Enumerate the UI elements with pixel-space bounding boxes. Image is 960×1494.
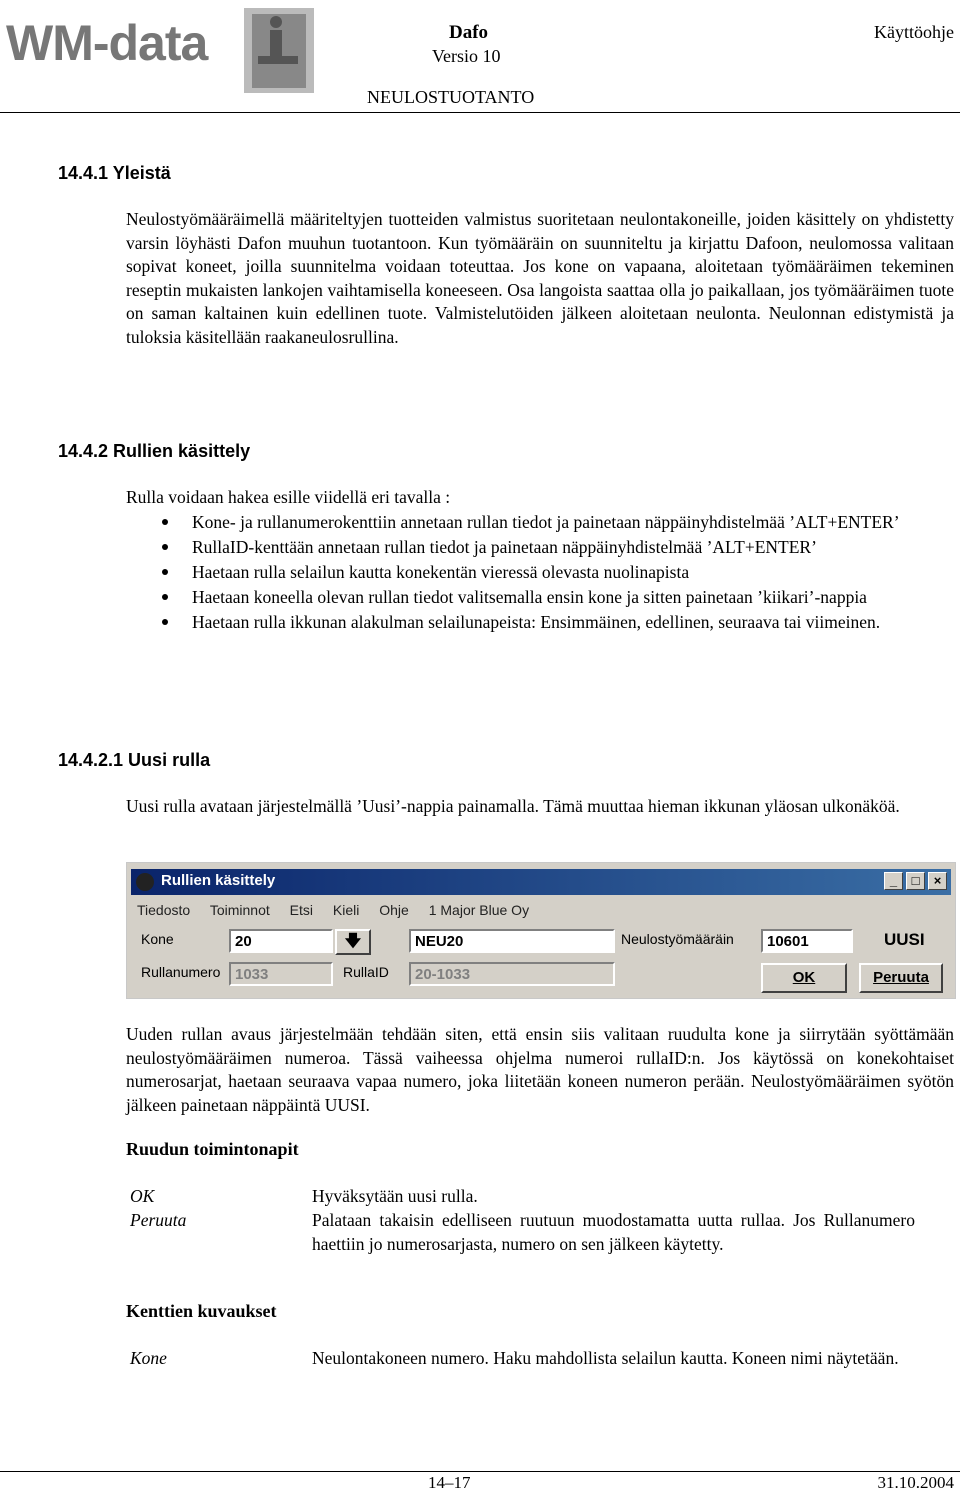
app-icon: [136, 873, 154, 891]
ok-button[interactable]: OK: [761, 963, 847, 993]
heading-kenttien-kuvaukset: Kenttien kuvaukset: [126, 1301, 277, 1321]
neulostyomaarain-code-field[interactable]: NEU20: [409, 929, 615, 953]
header-title: Dafo: [449, 22, 489, 43]
list-item: Haetaan rulla ikkunan alakulman selailunapeista: Ensimmäinen, edellinen, seuraava tai viimeinen.: [126, 610, 926, 634]
rullien-kasittely-window: [126, 862, 956, 999]
paragraph-uusi-rulla-intro: Uusi rulla avataan järjestelmällä ’Uusi’-nappia painamalla. Tämä muuttaa hieman ikkunan yläosan ulkonäköä.: [126, 796, 900, 816]
logo-text: WM-data: [6, 15, 208, 71]
rullanumero-field[interactable]: 1033: [229, 962, 333, 986]
rullaid-field[interactable]: 20-1033: [409, 962, 615, 986]
list-item: RullaID-kenttään annetaan rullan tiedot ja painetaan näppäinyhdistelmää ’ALT+ENTER’: [126, 535, 926, 559]
heading-ruudun-toimintonapit: Ruudun toimintonapit: [126, 1139, 299, 1159]
menu-item-toiminnot[interactable]: Toiminnot: [209, 902, 270, 918]
menu-bar: [137, 902, 545, 918]
menu-item-kieli[interactable]: Kieli: [332, 902, 360, 918]
menu-item-company[interactable]: 1 Major Blue Oy: [428, 902, 530, 918]
list-item: Haetaan koneella olevan rullan tiedot valitsemalla ensin kone ja sitten painetaan ’kiikari’-nappia: [126, 585, 926, 609]
section-heading-yleista: 14.4.1 Yleistä: [58, 163, 171, 183]
menu-item-etsi[interactable]: Etsi: [289, 902, 313, 918]
section-heading-rullien-kasittely: 14.4.2 Rullien käsittely: [58, 441, 251, 461]
bullet-list: [126, 510, 926, 634]
window-title: Rullien käsittely: [161, 872, 276, 889]
bullet-icon: [162, 594, 168, 600]
kone-field[interactable]: 20: [229, 929, 333, 953]
bullet-icon: [162, 544, 168, 550]
footer-divider: [0, 1471, 960, 1472]
header-divider: [0, 112, 960, 113]
term-kone: Kone: [130, 1348, 167, 1368]
desc-kone: Neulontakoneen numero. Haku mahdollista selailun kautta. Koneen nimi näytetään.: [312, 1348, 899, 1368]
bullet-icon: [162, 519, 168, 525]
list-item: Haetaan rulla selailun kautta konekentän vieressä olevasta nuolinapista: [126, 560, 926, 584]
header-version: Versio 10: [432, 46, 501, 66]
rullanumero-label: Rullanumero: [141, 964, 221, 980]
down-arrow-button[interactable]: [335, 929, 371, 955]
paragraph-rullien-intro: Rulla voidaan hakea esille viidellä eri tavalla :: [126, 487, 451, 507]
neulostyomaarain-label: Neulostyömääräin: [621, 931, 734, 947]
header-subtitle: NEULOSTUOTANTO: [367, 87, 535, 107]
term-ok: OK: [130, 1186, 155, 1206]
rullaid-label: RullaID: [343, 964, 389, 980]
section-heading-uusi-rulla: 14.4.2.1 Uusi rulla: [58, 750, 211, 770]
kone-label: Kone: [141, 931, 174, 947]
footer-page-number: 14–17: [428, 1473, 471, 1492]
logo: [4, 0, 320, 100]
neulostyomaarain-field[interactable]: 10601: [761, 929, 853, 953]
window-titlebar: [131, 869, 951, 895]
desc-peruuta: Palataan takaisin edelliseen ruutuun muodostamatta uutta rullaa. Jos Rullanumero haettiin jo numerosarjasta, numero on sen jälkeen käytetty.: [312, 1210, 915, 1254]
list-item: Kone- ja rullanumerokenttiin annetaan rullan tiedot ja painetaan näppäinyhdistelmää ’ALT+ENTER’: [126, 510, 926, 534]
paragraph-yleista: Neulostyömääräimellä määriteltyjen tuotteiden valmistus suoritetaan neulontakoneille, joiden käsittely on yhdistetty varsin löyhästi Dafon muuhun tuotantoon. Kun työmääräin on suunniteltu ja kirjattu Dafoon, neulomossa valitaan sopivat koneet, joilla suunnitelma voidaan toteuttaa. Jos kone on vapaana, aloitetaan työmääräimen tekeminen reseptin mukaisten lankojen vaihtamisella koneeseen. Osa langoista saattaa olla jo paikallaan, jos työmääräimen tuote on saman kaltainen kuin edellinen tuote. Valmistelutöiden jälkeen aloitetaan neulonta. Neulonnan edistymistä ja tuloksia käsitellään raakaneulosrullina.: [126, 209, 954, 347]
header-doc-type: Käyttöohje: [874, 22, 954, 42]
peruuta-button[interactable]: Peruuta: [859, 963, 943, 993]
down-arrow-icon: 🡇: [344, 933, 362, 950]
paragraph-uuden-rullan-avaus: Uuden rullan avaus järjestelmään tehdään siten, että ensin siis valitaan ruudulta kone ja siirrytään syöttämään neulostyömääräimen numeroa. Tässä vaiheessa ohjelma numeroi rullaID:n. Jos käytössä on konekohtaiset numerosarjat, haetaan seuraava vapaa numero, joka liitetään koneen numeron perään. Neulostyömääräimen syötön jälkeen painetaan näppäintä UUSI.: [126, 1024, 954, 1115]
desc-ok: Hyväksytään uusi rulla.: [312, 1186, 478, 1206]
bullet-icon: [162, 619, 168, 625]
menu-item-tiedosto[interactable]: Tiedosto: [137, 902, 191, 918]
bullet-icon: [162, 569, 168, 575]
uusi-label: UUSI: [884, 930, 925, 949]
close-icon[interactable]: ×: [928, 872, 947, 890]
term-peruuta: Peruuta: [130, 1210, 187, 1230]
minimize-icon[interactable]: _: [884, 872, 903, 890]
maximize-icon[interactable]: □: [906, 872, 925, 890]
menu-item-ohje[interactable]: Ohje: [379, 902, 409, 918]
footer-date: 31.10.2004: [877, 1473, 954, 1492]
